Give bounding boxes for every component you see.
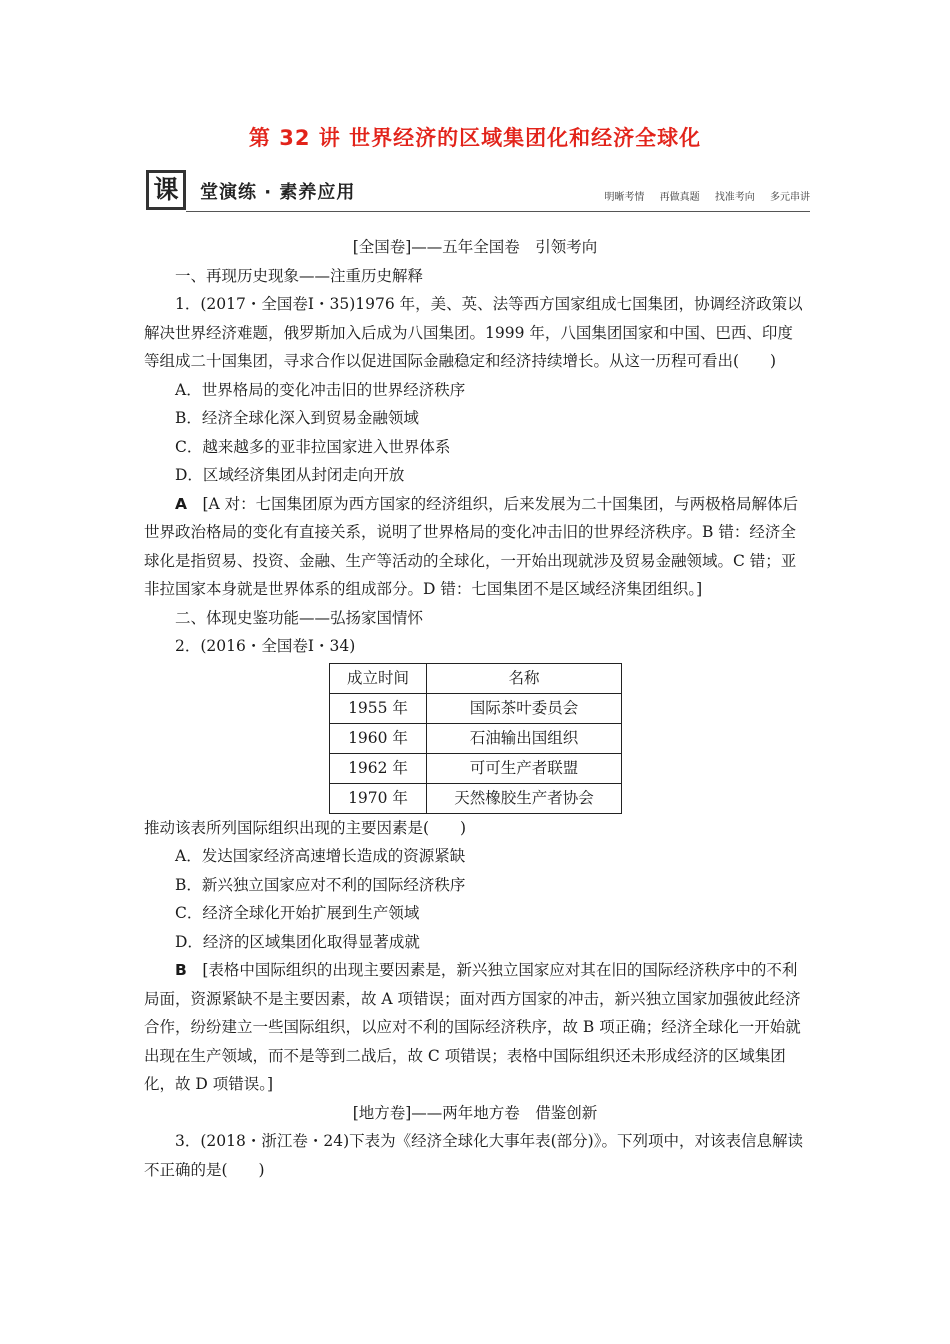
question-1-stem: 1．(2017・全国卷Ⅰ・35)1976 年，美、英、法等西方国家组成七国集团，协调经济政策以解决世界经济难题，俄罗斯加入后成为八国集团。1999 年，八国集团国家和中国、巴西、印度等组成二十国集团，寻求合作以促进国际金融稳定和经济持续增长。从这一历程可看出( ) [144, 295, 803, 370]
table-row [330, 753, 622, 783]
table-cell: 国际茶叶委员会 [427, 693, 622, 723]
table-header-row [330, 663, 622, 693]
question-1-option-d: D．区域经济集团从封闭走向开放 [175, 466, 405, 484]
table-cell: 天然橡胶生产者协会 [427, 783, 622, 813]
banner-title: 堂演练 · 素养应用 [200, 182, 356, 203]
document-body [144, 233, 806, 1184]
answer-letter: A [175, 494, 187, 513]
question-3-stem: 3．(2018・浙江卷・24)下表为《经济全球化大事年表(部分)》。下列项中，对该表信息解读不正确的是( ) [144, 1132, 803, 1179]
answer-letter: B [175, 961, 187, 979]
table-header-cell: 名称 [427, 663, 622, 693]
table-cell: 1955 年 [330, 693, 427, 723]
table-row [330, 693, 622, 723]
table-row [330, 783, 622, 813]
question-1-option-b: B．经济全球化深入到贸易金融领域 [175, 409, 419, 427]
question-2-option-b: B．新兴独立国家应对不利的国际经济秩序 [175, 875, 466, 894]
banner-tag: 再做真题 [659, 192, 700, 203]
question-2-option-a: A．发达国家经济高速增长造成的资源紧缺 [175, 847, 466, 865]
question-2-stem: 2．(2016・全国卷Ⅰ・34) [175, 637, 356, 655]
organizations-table [329, 663, 622, 814]
answer-explanation: [表格中国际组织的出现主要因素是，新兴独立国家应对其在旧的国际经济秩序中的不利局面，资源紧缺不是主要因素，故 A 项错误；面对西方国家的冲击，新兴独立国家加强彼此经济合作，纷纷建立一些国际组织，以应对不利的国际经济秩序，故 B 项正确；经济全球化一开始就出现在生产领域，而不是等到二战后，故 C 项错误；表格中国际组织还未形成经济的区域集团化，故 D 项错误。] [144, 961, 801, 1093]
section-banner [146, 170, 810, 214]
banner-ke-badge: 课 [146, 170, 186, 210]
table-cell: 石油输出国组织 [427, 723, 622, 753]
banner-tag: 明晰考情 [604, 192, 645, 203]
answer-explanation: [A 对：七国集团原为西方国家的经济组织，后来发展为二十国集团，与两极格局解体后世界政治格局的变化有直接关系，说明了世界格局的变化冲击旧的世界经济秩序。B 错：经济全球化是指贸易、投资、金融、生产等活动的全球化，一开始出现就涉及贸易金融领域。C 错；亚非拉国家本身就是世界体系的组成部分。D 错：七国集团不是区域经济集团组织。] [144, 494, 799, 598]
part-heading-1: 一、再现历史现象——注重历史解释 [175, 266, 424, 285]
table-cell: 1960 年 [330, 723, 427, 753]
table-row [330, 723, 622, 753]
page-title: 第 32 讲 世界经济的区域集团化和经济全球化 [248, 126, 702, 150]
question-1-answer [144, 490, 806, 604]
section-heading-local: [地方卷]——两年地方卷 借鉴创新 [352, 1103, 598, 1122]
banner-rule [186, 211, 810, 212]
banner-tags [592, 188, 810, 203]
table-cell: 1970 年 [330, 783, 427, 813]
section-heading-national: [全国卷]——五年全国卷 引领考向 [352, 238, 598, 256]
table-cell: 1962 年 [330, 753, 427, 783]
question-2-answer [144, 956, 806, 1099]
question-1-option-a: A．世界格局的变化冲击旧的世界经济秩序 [175, 380, 466, 399]
question-1-option-c: C．越来越多的亚非拉国家进入世界体系 [175, 437, 451, 456]
banner-tag: 找准考向 [714, 192, 755, 203]
part-heading-2: 二、体现史鉴功能——弘扬家国情怀 [175, 608, 424, 627]
table-header-cell: 成立时间 [330, 663, 427, 693]
table-cell: 可可生产者联盟 [427, 753, 622, 783]
question-2-question: 推动该表所列国际组织出现的主要因素是( ) [144, 818, 467, 837]
question-2-option-d: D．经济的区域集团化取得显著成就 [175, 932, 420, 951]
banner-tag: 多元串讲 [770, 192, 810, 203]
question-2-option-c: C．经济全球化开始扩展到生产领域 [175, 904, 420, 922]
